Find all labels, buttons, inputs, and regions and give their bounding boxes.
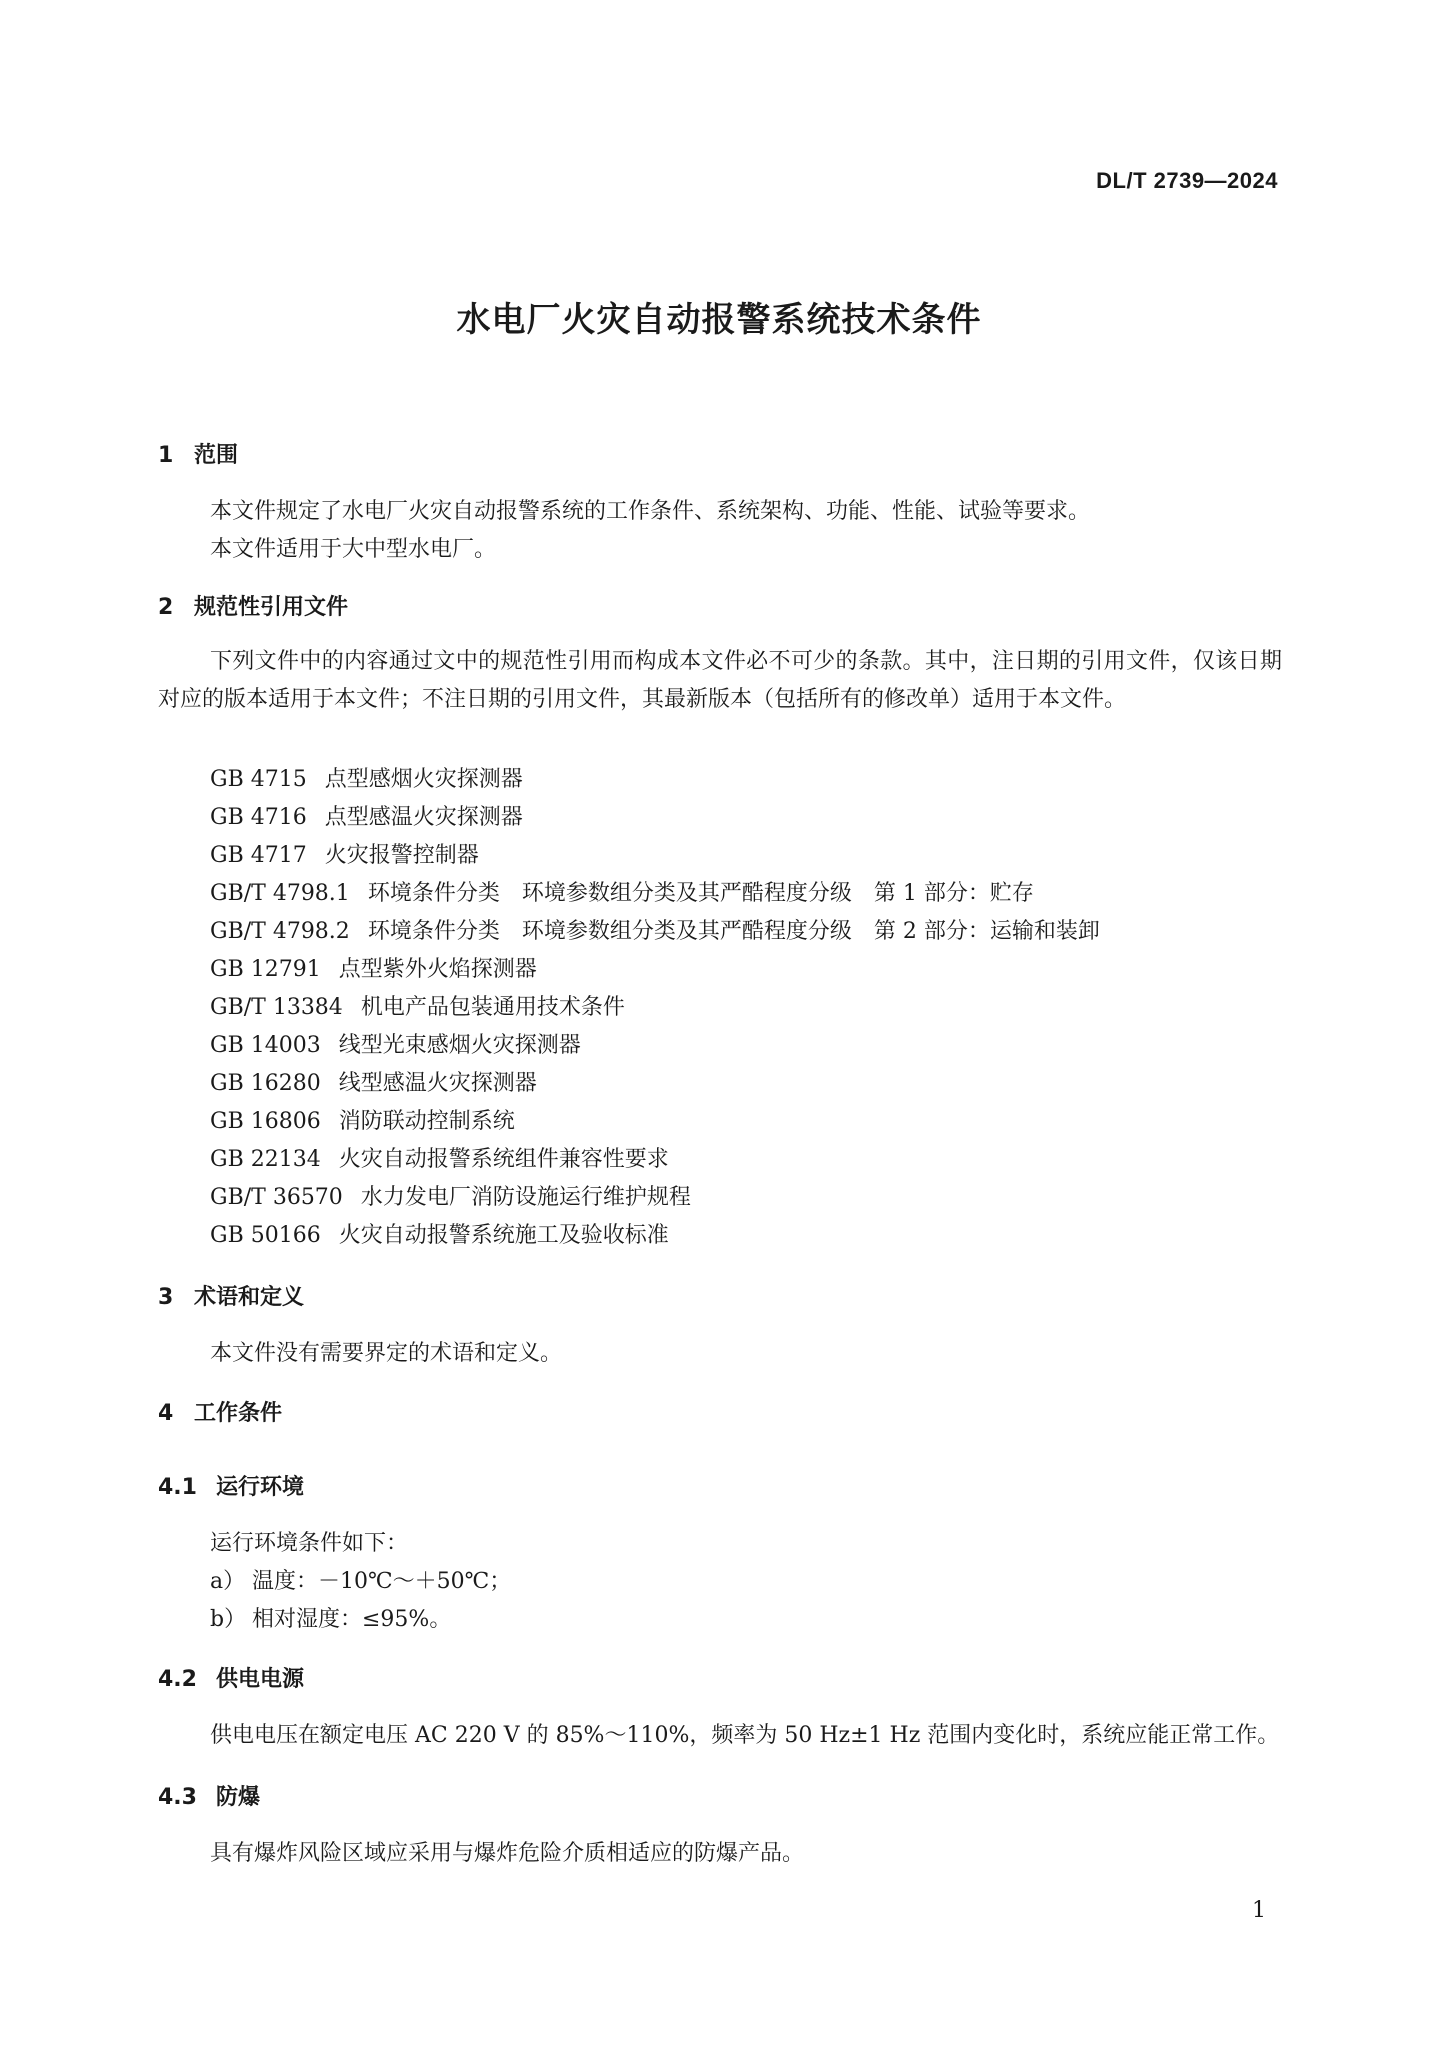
reference-title-part-3: 第 1 部分：贮存 — [873, 881, 1034, 906]
reference-row — [210, 914, 1100, 945]
reference-title-part-1: 环境条件分类 — [367, 881, 500, 906]
reference-title-part-2: 环境参数组分类及其严酷程度分级 — [521, 919, 852, 944]
reference-code: GB/T 36570 — [210, 1185, 343, 1210]
section-number: 4 — [158, 1401, 174, 1426]
section-number: 2 — [158, 595, 174, 620]
subsection-number: 4.3 — [158, 1785, 197, 1810]
reference-row — [210, 1028, 581, 1059]
reference-code: GB/T 4798.1 — [210, 881, 350, 906]
reference-code: GB 4716 — [210, 805, 307, 830]
section-1-heading — [158, 438, 238, 469]
reference-code: GB 12791 — [210, 957, 321, 982]
reference-code: GB 50166 — [210, 1223, 321, 1248]
list-text: 相对湿度：≤95%。 — [252, 1607, 452, 1632]
section-4-1-heading — [158, 1470, 304, 1501]
reference-title: 点型紫外火焰探测器 — [338, 957, 537, 982]
reference-row — [210, 1104, 515, 1135]
reference-row — [210, 990, 625, 1021]
reference-title: 点型感烟火灾探测器 — [324, 767, 523, 792]
reference-title: 消防联动控制系统 — [338, 1109, 515, 1134]
section-4-3-heading — [158, 1780, 260, 1811]
list-marker: a） — [210, 1569, 246, 1594]
section-4-1-intro: 运行环境条件如下： — [210, 1531, 409, 1556]
reference-title: 水力发电厂消防设施运行维护规程 — [360, 1185, 691, 1210]
reference-title: 火灾自动报警系统组件兼容性要求 — [338, 1147, 669, 1172]
subsection-title: 运行环境 — [216, 1475, 305, 1500]
reference-row — [210, 1218, 669, 1249]
reference-code: GB 14003 — [210, 1033, 321, 1058]
section-title: 规范性引用文件 — [194, 595, 349, 620]
subsection-title: 防爆 — [216, 1785, 261, 1810]
reference-title: 线型感温火灾探测器 — [338, 1071, 537, 1096]
section-1-paragraph-1: 本文件规定了水电厂火灾自动报警系统的工作条件、系统架构、功能、性能、试验等要求。 — [210, 499, 1091, 524]
reference-code: GB 4715 — [210, 767, 307, 792]
reference-code: GB 16806 — [210, 1109, 321, 1134]
document-title: 水电厂火灾自动报警系统技术条件 — [456, 300, 982, 340]
reference-row — [210, 876, 1034, 907]
reference-code: GB 4717 — [210, 843, 307, 868]
reference-code: GB 22134 — [210, 1147, 321, 1172]
section-title: 工作条件 — [194, 1401, 283, 1426]
subsection-number: 4.2 — [158, 1667, 197, 1692]
page-number: 1 — [1252, 1898, 1266, 1923]
reference-title: 点型感温火灾探测器 — [324, 805, 523, 830]
subsection-title: 供电电源 — [216, 1667, 305, 1692]
section-title: 术语和定义 — [194, 1285, 305, 1310]
reference-row — [210, 1066, 537, 1097]
section-3-paragraph: 本文件没有需要界定的术语和定义。 — [210, 1341, 563, 1366]
section-1-paragraph-2: 本文件适用于大中型水电厂。 — [210, 537, 497, 562]
reference-row — [210, 1180, 691, 1211]
reference-title-part-1: 环境条件分类 — [367, 919, 500, 944]
reference-code: GB/T 13384 — [210, 995, 343, 1020]
reference-title: 火灾自动报警系统施工及验收标准 — [338, 1223, 669, 1248]
section-4-3-paragraph: 具有爆炸风险区域应采用与爆炸危险介质相适应的防爆产品。 — [210, 1841, 805, 1866]
section-2-heading — [158, 590, 348, 621]
reference-title-part-3: 第 2 部分：运输和装卸 — [873, 919, 1100, 944]
section-title: 范围 — [194, 443, 239, 468]
section-3-heading — [158, 1280, 304, 1311]
reference-code: GB 16280 — [210, 1071, 321, 1096]
reference-row — [210, 762, 523, 793]
section-4-2-heading — [158, 1662, 304, 1693]
section-number: 3 — [158, 1285, 174, 1310]
reference-title: 机电产品包装通用技术条件 — [360, 995, 625, 1020]
reference-code: GB/T 4798.2 — [210, 919, 350, 944]
list-marker: b） — [210, 1607, 247, 1632]
reference-title-part-2: 环境参数组分类及其严酷程度分级 — [521, 881, 852, 906]
section-4-heading — [158, 1396, 282, 1427]
reference-row — [210, 838, 479, 869]
subsection-number: 4.1 — [158, 1475, 197, 1500]
reference-row — [210, 1142, 669, 1173]
document-code: DL/T 2739—2024 — [1096, 168, 1278, 193]
list-text: 温度：－10℃～＋50℃； — [252, 1569, 512, 1594]
reference-row — [210, 800, 523, 831]
section-4-2-paragraph: 供电电压在额定电压 AC 220 V 的 85%～110%，频率为 50 Hz±1 Hz 范围内变化时，系统应能正常工作。 — [210, 1723, 1280, 1748]
list-item — [210, 1602, 451, 1633]
reference-title: 线型光束感烟火灾探测器 — [338, 1033, 581, 1058]
reference-row — [210, 952, 537, 983]
list-item — [210, 1564, 511, 1595]
section-number: 1 — [158, 443, 174, 468]
section-2-intro: 下列文件中的内容通过文中的规范性引用而构成本文件必不可少的条款。其中，注日期的引用文件，仅该日期对应的版本适用于本文件；不注日期的引用文件，其最新版本（包括所有的修改单）适用于本文件。 — [158, 649, 1282, 712]
reference-title: 火灾报警控制器 — [324, 843, 479, 868]
